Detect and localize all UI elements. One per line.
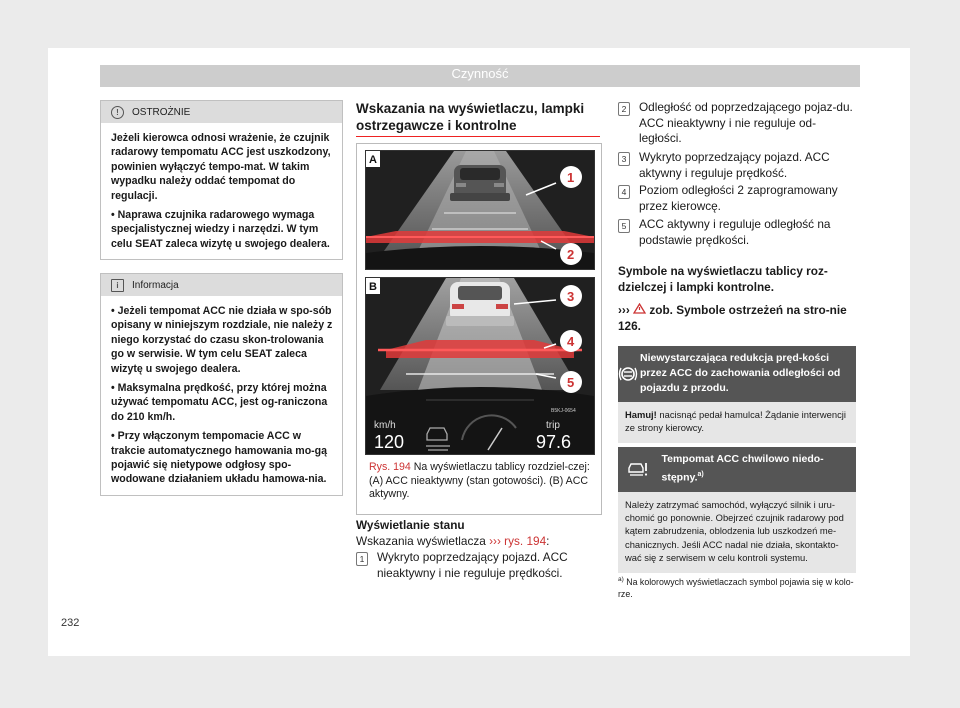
- figure-caption-text: Na wyświetlaczu tablicy rozdziel-czej: (A) ACC nieaktywny (stan gotowości). (B) ACC aktywny.: [369, 461, 590, 501]
- acc-fault-icon: [618, 447, 660, 492]
- symbols-ref-link[interactable]: zob. Symbole ostrzeżeń na stro-nie 126.: [618, 303, 847, 333]
- warning-paragraph: • Naprawa czujnika radarowego wymaga specjalistycznej wiedzy i narzędzi. W tym celu SEAT zaleca wizytę u swojego dealera.: [111, 209, 330, 250]
- panel-a-label: A: [369, 154, 377, 166]
- status-heading: Wyświetlanie stanu: [356, 518, 465, 532]
- item-text: Wykryto poprzedzający pojazd. ACC aktywny i reguluje prędkość.: [639, 150, 830, 180]
- footnote: [618, 574, 858, 600]
- figure-194: [356, 143, 602, 515]
- display-panel-b: [365, 277, 595, 455]
- speed-value: 120: [374, 432, 405, 452]
- list-item: [356, 550, 600, 581]
- section-rule: [356, 136, 600, 137]
- symbol-box-body-bold: Hamuj!: [625, 409, 657, 420]
- list-item: [618, 100, 858, 147]
- item-number: 1: [356, 552, 368, 566]
- status-intro: [356, 533, 600, 549]
- callout-4: 4: [567, 334, 575, 349]
- info-box-header: [101, 274, 342, 296]
- symbol-box-brake: [618, 346, 856, 443]
- section-title: Wskazania na wyświetlaczu, lampki ostrzegawcze i kontrolne: [356, 101, 585, 133]
- info-paragraph: • Przy włączonym tempomacie ACC w trakcie automatycznego hamowania mo-gą pojawić się nietypowe odgłosy spo-wodowane działaniem układu hamowa-nia.: [111, 430, 328, 486]
- item-text: Wykryto poprzedzający pojazd. ACC nieaktywny i nie reguluje prędkości.: [377, 550, 568, 580]
- footnote-marker: a): [697, 471, 704, 478]
- panel-b-graphic: [366, 278, 594, 454]
- callout-5: 5: [567, 375, 575, 390]
- panel-a-graphic: [366, 151, 594, 269]
- item-text: ACC aktywny i reguluje odległość na podstawie prędkości.: [639, 217, 831, 247]
- info-paragraph: • Jeżeli tempomat ACC nie działa w spo-sób opisany w niniejszym rozdziale, nie należy z niego korzystać do czasu skon-trolowania go w serwisie. W tym celu SEAT zaleca wizytę u swojego dealera.: [111, 305, 333, 375]
- symbols-heading: Symbole na wyświetlaczu tablicy roz-dzielczej i lampki kontrolne.: [618, 264, 828, 294]
- info-paragraph: • Maksymalna prędkość, przy której można używać tempomatu ACC, jest og-raniczona do 210 km/h.: [111, 382, 328, 423]
- footnote-mark: a): [618, 576, 624, 583]
- item-text: Odległość od poprzedzającego pojaz-du. ACC nieaktywny i nie reguluje od-ległości.: [639, 100, 853, 145]
- symbols-ref-arrows: ›››: [618, 303, 630, 317]
- symbol-box-body: [618, 402, 856, 443]
- info-title: Informacja: [132, 279, 179, 291]
- brake-warning-icon: [618, 346, 638, 402]
- symbol-box-title-text: Tempomat ACC chwilowo niedo-stępny.: [661, 453, 824, 484]
- lead-vehicle-a: [450, 165, 510, 201]
- figure-code: B5KJ-0654: [551, 408, 576, 414]
- symbol-box-header: [618, 346, 856, 402]
- status-ref-link[interactable]: rys. 194: [504, 534, 547, 548]
- exclamation-icon: !: [111, 106, 124, 119]
- symbol-box-body-text: Należy zatrzymać samochód, wyłączyć silnik i uru-chomić go ponownie. Obejrzeć czujnik radarowy pod kątem zabrudzenia, oblodzenia lub uszkodzeń me-chanicznych. Jeśli ACC nadal nie działa, skontakto-wać się z serwisem w celu kontroli systemu.: [625, 498, 844, 564]
- warning-title: OSTROŻNIE: [132, 106, 191, 118]
- item-number: 5: [618, 219, 630, 233]
- info-box: [100, 273, 343, 496]
- status-intro-text: Wskazania wyświetlacza: [356, 534, 486, 548]
- symbols-reference: [618, 303, 858, 334]
- panel-b-label: B: [369, 281, 377, 293]
- figure-caption-ref: Rys. 194: [369, 461, 411, 473]
- callout-2: 2: [567, 247, 575, 262]
- warning-box-body: [101, 123, 342, 259]
- footnote-text: Na kolorowych wyświetlaczach symbol pojawia się w kolo-rze.: [618, 576, 854, 599]
- item-number: 2: [618, 102, 630, 116]
- info-box-body: [101, 296, 342, 495]
- list-item: [618, 217, 858, 248]
- trip-value: 97.6: [536, 432, 572, 452]
- list-item: [618, 183, 858, 214]
- display-panel-a: [365, 150, 595, 270]
- item-number: 3: [618, 152, 630, 166]
- item-text: Poziom odległości 2 zaprogramowany przez kierowcę.: [639, 183, 838, 213]
- symbol-box-header: [618, 447, 856, 492]
- item-number: 4: [618, 185, 630, 199]
- symbol-box-body-text: nacisnąć pedał hamulca! Żądanie interwencji ze strony kierowcy.: [625, 409, 846, 434]
- status-colon: :: [546, 534, 550, 548]
- warning-triangle-icon: [633, 303, 646, 317]
- lead-vehicle-b: [446, 282, 514, 326]
- page-header-title: Czynność: [451, 66, 509, 81]
- warning-paragraph: Jeżeli kierowca odnosi wrażenie, że czujnik radarowy tempomatu ACC jest uszkodzony, powinien wyłączyć tempo-mat. W takim wypadku należy oddać tempomat do regulacji.: [111, 132, 331, 202]
- symbol-box-acc-unavailable: [618, 447, 856, 573]
- callout-1: 1: [567, 170, 575, 185]
- status-ref-arrows: ›››: [489, 534, 501, 548]
- symbol-box-body: [618, 492, 856, 573]
- page-number: 232: [61, 617, 80, 629]
- warning-box-header: [101, 101, 342, 123]
- speed-unit: km/h: [374, 420, 396, 431]
- symbol-box-title: [660, 447, 857, 492]
- callout-3: 3: [567, 289, 575, 304]
- trip-label: trip: [546, 420, 560, 431]
- list-item: [618, 150, 858, 181]
- warning-box: [100, 100, 343, 260]
- figure-caption: [369, 461, 591, 502]
- info-icon: i: [111, 279, 124, 292]
- symbol-box-title: Niewystarczająca redukcja pręd-kości przez ACC do zachowania odległości od pojazdu z przodu.: [640, 352, 841, 394]
